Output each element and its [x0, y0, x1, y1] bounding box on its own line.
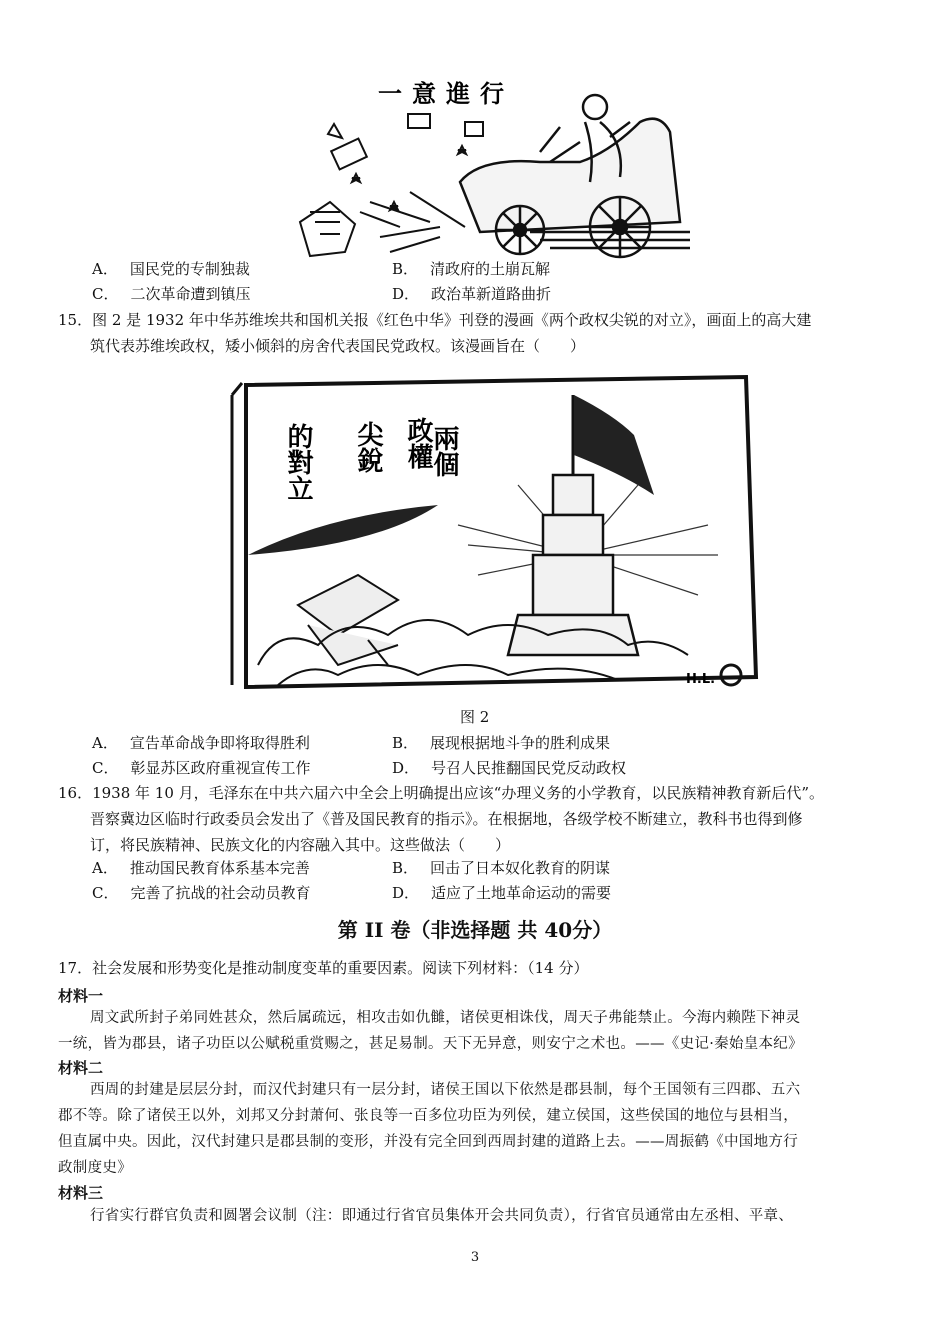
- cartoon-1-title: 一意進行: [378, 79, 514, 108]
- figure-1-cartoon: [290, 62, 690, 260]
- option-text: 清政府的土崩瓦解: [430, 260, 551, 278]
- material-line: 郡不等。除了诸侯王以外，刘邦又分封萧何、张良等一百多位功臣为列侯，建立侯国，这些侯国的地位与县相当，: [58, 1108, 798, 1124]
- option-letter: D．: [392, 759, 420, 777]
- material-2-text: [58, 1077, 908, 1181]
- q16-stem: [58, 780, 918, 858]
- cartoon-title-col-2: 政權: [403, 417, 433, 469]
- two-regimes-cartoon: [218, 365, 768, 700]
- hammer-sickle-icon: [721, 665, 741, 685]
- q16-option-a[interactable]: [92, 858, 310, 878]
- option-letter: A．: [92, 734, 118, 752]
- option-letter: C．: [92, 884, 119, 902]
- option-text: 二次革命遭到镇压: [130, 285, 251, 303]
- option-letter: D．: [392, 285, 420, 303]
- q16-option-d[interactable]: [392, 883, 611, 903]
- material-1-text: [58, 1005, 908, 1057]
- option-text: 号召人民推翻国民党反动政权: [431, 759, 627, 777]
- material-line: 周文武所封子弟同姓甚众，然后属疏远，相攻击如仇雠，诸侯更相诛伐，周天子弗能禁止。今海内赖陛下神灵: [90, 1010, 801, 1026]
- option-text: 推动国民教育体系基本完善: [129, 859, 310, 877]
- option-letter: C．: [92, 285, 119, 303]
- material-line: 行省实行群官负责和圆署会议制（注：即通过行省官员集体开会共同负责），行省官员通常由左丞相、平章、: [90, 1208, 794, 1224]
- q15-option-c[interactable]: [92, 758, 311, 778]
- q15-option-d[interactable]: [392, 758, 626, 778]
- material-line: 政制度史》: [58, 1160, 132, 1176]
- q14-option-d[interactable]: [392, 284, 551, 304]
- cartoon-signature: H.L.: [686, 672, 716, 687]
- question-text: 1938 年 10 月，毛泽东在中共六届六中全会上明确提出应该“办理义务的小学教育，以民族精神教育新后代”。: [92, 784, 825, 802]
- cartoon-title-col-1: 兩個: [429, 425, 459, 477]
- q16-option-b[interactable]: [392, 858, 610, 878]
- q14-option-b[interactable]: [392, 259, 550, 279]
- q16-option-c[interactable]: [92, 883, 311, 903]
- q14-option-c[interactable]: [92, 284, 251, 304]
- q15-option-a[interactable]: [92, 733, 310, 753]
- option-text: 宣告革命战争即将取得胜利: [129, 734, 310, 752]
- material-line: 一统，皆为郡县，诸子功臣以公赋税重赏赐之，甚足易制。天下无异意，则安宁之术也。——《史记·秦始皇本纪》: [58, 1036, 803, 1052]
- material-3-label: 材料三: [58, 1184, 104, 1202]
- question-text: 社会发展和形势变化是推动制度变革的重要因素。阅读下列材料：（14 分）: [92, 959, 589, 977]
- material-3-text: [58, 1203, 908, 1229]
- option-letter: B．: [392, 734, 419, 752]
- q15-stem: [58, 307, 908, 359]
- cartoon-title-col-4: 的對立: [283, 423, 313, 501]
- question-text: 筑代表苏维埃政权，矮小倾斜的房舍代表国民党政权。该漫画旨在（ ）: [90, 337, 586, 355]
- question-text: 图 2 是 1932 年中华苏维埃共和国机关报《红色中华》刊登的漫画《两个政权尖锐的对立》，画面上的高大建: [92, 311, 812, 329]
- question-number: 17．: [58, 959, 93, 977]
- question-number: 15．: [58, 311, 93, 329]
- material-line: 西周的封建是层层分封，而汉代封建只有一层分封，诸侯王国以下依然是郡县制，每个王国领有三四郡、五六: [90, 1082, 801, 1098]
- cartoon-title-col-3: 尖銳: [353, 421, 383, 473]
- option-letter: A．: [92, 859, 118, 877]
- figure-2-caption: 图 2: [460, 708, 490, 726]
- q17-stem: [58, 955, 918, 981]
- material-1-label: 材料一: [58, 987, 104, 1005]
- option-text: 适应了土地革命运动的需要: [431, 884, 612, 902]
- option-text: 完善了抗战的社会动员教育: [130, 884, 311, 902]
- q14-option-a[interactable]: [92, 259, 250, 279]
- option-letter: B．: [392, 260, 419, 278]
- option-text: 彰显苏区政府重视宣传工作: [130, 759, 311, 777]
- question-text: 订，将民族精神、民族文化的内容融入其中。这些做法（ ）: [90, 836, 511, 854]
- figure-2-cartoon: [218, 365, 768, 700]
- question-text: 晋察冀边区临时行政委员会发出了《普及国民教育的指示》。在根据地，各级学校不断建立，教科书也得到修: [90, 810, 803, 828]
- option-letter: B．: [392, 859, 419, 877]
- page-number: 3: [470, 1250, 480, 1265]
- option-letter: C．: [92, 759, 119, 777]
- option-text: 政治革新道路曲折: [431, 285, 552, 303]
- car-cartoon-illustration: [290, 62, 690, 260]
- material-line: 但直属中央。因此，汉代封建只是郡县制的变形，并没有完全回到西周封建的道路上去。——周振鹤《中国地方行: [58, 1134, 798, 1150]
- question-number: 16．: [58, 784, 93, 802]
- option-letter: D．: [392, 884, 420, 902]
- option-text: 国民党的专制独裁: [129, 260, 250, 278]
- section-2-title: 第 II 卷（非选择题 共 40分）: [337, 918, 613, 942]
- option-text: 回击了日本奴化教育的阴谋: [430, 859, 611, 877]
- option-letter: A．: [92, 260, 118, 278]
- q15-option-b[interactable]: [392, 733, 610, 753]
- material-2-label: 材料二: [58, 1059, 104, 1077]
- option-text: 展现根据地斗争的胜利成果: [430, 734, 611, 752]
